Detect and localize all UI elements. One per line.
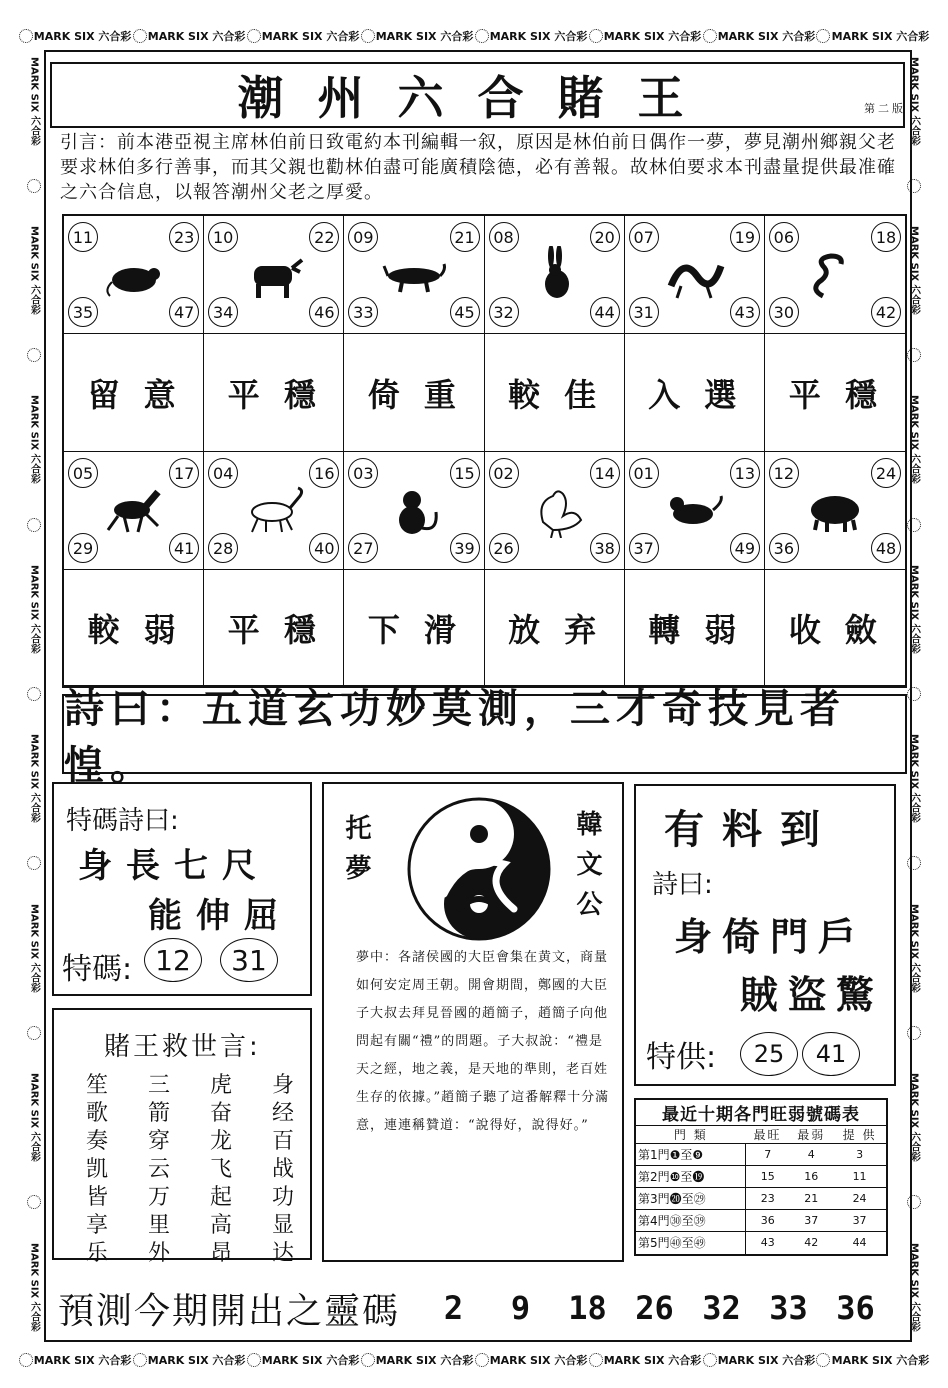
zodiac-number: 38	[590, 533, 620, 563]
zodiac-number: 15	[450, 458, 480, 488]
rescue-char: 起	[210, 1185, 233, 1210]
table-cell: 24	[833, 1188, 886, 1210]
zodiac-number: 32	[489, 297, 519, 327]
flower-icon	[27, 518, 41, 532]
zodiac-cell	[64, 452, 204, 570]
zodiac-number: 28	[208, 533, 238, 563]
zodiac-number: 47	[169, 297, 199, 327]
rescue-char: 云	[148, 1157, 171, 1182]
border-mark: MARK SIX 六合彩	[33, 30, 132, 43]
goat-icon	[242, 482, 306, 538]
border-mark: MARK SIX 六合彩	[831, 30, 930, 43]
rescue-box	[52, 1008, 312, 1266]
flower-icon	[27, 348, 41, 362]
zodiac-word: 平穩	[204, 334, 344, 452]
zodiac-word: 入選	[625, 334, 765, 452]
zodiac-number: 22	[309, 222, 339, 252]
zodiac-cell	[344, 452, 484, 570]
rescue-char: 凯	[86, 1157, 109, 1182]
rescue-char: 经	[272, 1101, 295, 1126]
border-mark: MARK SIX 六合彩	[28, 56, 40, 146]
youliao-box	[634, 784, 896, 1086]
zodiac-number: 33	[348, 297, 378, 327]
table-row	[636, 1144, 886, 1166]
rescue-char: 万	[148, 1185, 171, 1210]
table-header: 最弱	[797, 1128, 826, 1142]
rescue-column	[272, 1072, 300, 1268]
border-mark: MARK SIX 六合彩	[908, 564, 920, 654]
flower-icon	[816, 1353, 830, 1367]
zodiac-cell	[204, 452, 344, 570]
table-row	[636, 1210, 886, 1232]
table-cell: 11	[833, 1166, 886, 1188]
youliao-code-2: 41	[802, 1032, 860, 1076]
rabbit-icon	[523, 246, 587, 302]
zodiac-number: 20	[590, 222, 620, 252]
flower-icon	[133, 1353, 147, 1367]
horse-icon	[102, 482, 166, 538]
table-row	[636, 1166, 886, 1188]
table-cell: 第3門⓴至㉙	[636, 1188, 746, 1210]
table-cell: 3	[833, 1144, 886, 1166]
zodiac-number: 48	[871, 533, 901, 563]
border-mark: MARK SIX 六合彩	[908, 734, 920, 824]
rescue-char: 享	[86, 1213, 109, 1238]
zodiac-word: 較弱	[64, 570, 204, 686]
border-mark: MARK SIX 六合彩	[908, 1242, 920, 1332]
table-row	[636, 1188, 886, 1210]
table-header: 提 供	[842, 1128, 877, 1142]
special-code-2: 31	[220, 938, 278, 982]
border-mark: MARK SIX 六合彩	[28, 564, 40, 654]
ox-icon	[242, 246, 306, 302]
zodiac-number: 21	[450, 222, 480, 252]
rescue-char: 奋	[210, 1101, 233, 1126]
border-mark: MARK SIX 六合彩	[603, 1354, 702, 1367]
rat-icon	[102, 246, 166, 302]
zodiac-number: 12	[769, 458, 799, 488]
table-cell: 37	[789, 1210, 833, 1232]
prediction-number: 33	[769, 1289, 808, 1327]
border-mark: MARK SIX 六合彩	[28, 734, 40, 824]
flower-icon	[247, 1353, 261, 1367]
flower-icon	[27, 687, 41, 701]
border-mark: MARK SIX 六合彩	[717, 30, 816, 43]
dream-right-vertical: 韓文公	[572, 810, 602, 930]
flower-icon	[133, 29, 147, 43]
zodiac-cell	[344, 216, 484, 334]
border-mark: MARK SIX 六合彩	[147, 30, 246, 43]
dragon-icon	[663, 246, 727, 302]
prediction-row	[50, 1280, 905, 1336]
zodiac-word: 較佳	[485, 334, 625, 452]
prediction-numbers	[420, 1289, 889, 1327]
zodiac-number: 07	[629, 222, 659, 252]
zodiac-number: 37	[629, 533, 659, 563]
rescue-char: 三	[148, 1073, 171, 1098]
zodiac-number: 45	[450, 297, 480, 327]
border-mark: MARK SIX 六合彩	[28, 226, 40, 315]
snake-icon	[803, 246, 867, 302]
border-mark: MARK SIX 六合彩	[908, 903, 920, 993]
zodiac-number: 13	[730, 458, 760, 488]
rescue-char: 乐	[86, 1241, 109, 1266]
table-cell: 21	[789, 1188, 833, 1210]
rescue-char: 身	[272, 1073, 295, 1098]
prediction-number: 32	[702, 1289, 741, 1327]
table-cell: 第2門❿至⓳	[636, 1166, 746, 1188]
rescue-char: 百	[272, 1129, 295, 1154]
zodiac-number: 23	[169, 222, 199, 252]
border-mark: MARK SIX 六合彩	[33, 1354, 132, 1367]
border-mark: MARK SIX 六合彩	[489, 30, 588, 43]
border-mark: MARK SIX 六合彩	[28, 1073, 40, 1162]
issue-label: 第二版	[864, 102, 906, 115]
rescue-char: 穿	[148, 1129, 171, 1154]
tiger-icon	[382, 246, 446, 302]
zodiac-number: 39	[450, 533, 480, 563]
top-border-band	[18, 22, 930, 50]
rescue-char: 外	[148, 1241, 171, 1266]
prediction-number: 2	[443, 1289, 464, 1327]
border-mark: MARK SIX 六合彩	[717, 1354, 816, 1367]
border-mark: MARK SIX 六合彩	[603, 30, 702, 43]
poem-bar: 詩曰：五道玄功妙莫測，三才奇技見者惶。	[62, 694, 907, 774]
table-cell: 37	[833, 1210, 886, 1232]
zodiac-number: 04	[208, 458, 238, 488]
special-poem-heading: 特碼詩曰:	[66, 806, 179, 836]
zodiac-number: 31	[629, 297, 659, 327]
rescue-char: 龙	[210, 1129, 233, 1154]
flower-icon	[475, 1353, 489, 1367]
zodiac-word: 留意	[64, 334, 204, 452]
rescue-char: 飞	[210, 1157, 233, 1182]
table-cell: 36	[746, 1210, 790, 1232]
zodiac-cell	[625, 452, 765, 570]
zodiac-number: 30	[769, 297, 799, 327]
prediction-number: 18	[568, 1289, 607, 1327]
page-title: 潮州六合賭王	[50, 62, 905, 128]
zodiac-number: 35	[68, 297, 98, 327]
zodiac-number: 27	[348, 533, 378, 563]
dog-icon	[663, 482, 727, 538]
border-mark: MARK SIX 六合彩	[375, 30, 474, 43]
rescue-char: 皆	[86, 1185, 109, 1210]
table-cell: 16	[789, 1166, 833, 1188]
zodiac-number: 10	[208, 222, 238, 252]
zodiac-number: 06	[769, 222, 799, 252]
rescue-char: 功	[272, 1185, 295, 1210]
table-cell: 43	[746, 1232, 790, 1254]
zodiac-number: 09	[348, 222, 378, 252]
zodiac-cell	[64, 216, 204, 334]
youliao-poem-label: 詩曰:	[652, 870, 713, 900]
rescue-char: 里	[148, 1213, 171, 1238]
zodiac-cell	[485, 216, 625, 334]
table-cell: 4	[789, 1144, 833, 1166]
zodiac-number: 26	[489, 533, 519, 563]
youliao-code-1: 25	[740, 1032, 798, 1076]
flower-icon	[703, 29, 717, 43]
table-header: 門 類	[673, 1128, 708, 1142]
zodiac-number: 17	[169, 458, 199, 488]
border-mark: MARK SIX 六合彩	[261, 1354, 360, 1367]
border-mark: MARK SIX 六合彩	[147, 1354, 246, 1367]
dream-box	[322, 782, 624, 1262]
rescue-char: 箭	[148, 1101, 171, 1126]
yin-yang-icon	[404, 794, 554, 944]
zodiac-number: 34	[208, 297, 238, 327]
zodiac-number: 41	[169, 533, 199, 563]
bottom-border-band	[18, 1346, 930, 1374]
zodiac-number: 46	[309, 297, 339, 327]
monkey-icon	[382, 482, 446, 538]
rescue-char: 高	[210, 1213, 233, 1238]
zodiac-number: 29	[68, 533, 98, 563]
zodiac-number: 43	[730, 297, 760, 327]
youliao-line2: 賊盜驚	[740, 973, 885, 1017]
rescue-column	[210, 1072, 238, 1268]
special-poem-line1: 身長七尺	[78, 846, 270, 886]
flower-icon	[361, 29, 375, 43]
zodiac-word: 轉弱	[625, 570, 765, 686]
zodiac-cell	[485, 452, 625, 570]
youliao-heading: 有料到	[664, 807, 838, 853]
zodiac-number: 40	[309, 533, 339, 563]
zodiac-cell	[204, 216, 344, 334]
table-cell: 15	[746, 1166, 790, 1188]
prediction-number: 26	[635, 1289, 674, 1327]
table-header: 最旺	[753, 1128, 782, 1142]
flower-icon	[19, 1353, 33, 1367]
border-mark: MARK SIX 六合彩	[261, 30, 360, 43]
youliao-code-label: 特供:	[646, 1040, 717, 1075]
rescue-char: 战	[272, 1157, 295, 1182]
zodiac-word: 放弃	[485, 570, 625, 686]
dream-left-vertical: 托夢	[341, 814, 371, 894]
rescue-char: 虎	[210, 1073, 233, 1098]
special-poem-line2: 能伸屈	[148, 896, 292, 936]
zodiac-number: 19	[730, 222, 760, 252]
rescue-char: 笙	[86, 1073, 109, 1098]
pig-icon	[803, 482, 867, 538]
flower-icon	[589, 1353, 603, 1367]
flower-icon	[27, 856, 41, 870]
zodiac-grid	[62, 214, 907, 688]
dream-text: 夢中：各諸侯國的大臣會集在黄文，商量如何安定周王朝。開會期間，鄭國的大臣子大叔去拜見晉國的趙簡子，趙簡子向他問起有關“禮”的問題。子大叔說：“禮是天之經，地之義，是天地的準則，老百姓生存的依據。”趙簡子聽了這番解釋十分滿意，連連稱贊道：“說得好，說得好。”	[356, 950, 610, 1133]
special-code-label: 特碼:	[62, 952, 133, 987]
zodiac-word: 倚重	[344, 334, 484, 452]
table-cell: 第4門㉚至㊴	[636, 1210, 746, 1232]
zodiac-number: 11	[68, 222, 98, 252]
zodiac-number: 36	[769, 533, 799, 563]
flower-icon	[27, 179, 41, 193]
zodiac-number: 08	[489, 222, 519, 252]
rescue-char: 奏	[86, 1129, 109, 1154]
table-cell: 第1門❶至❾	[636, 1144, 746, 1166]
zodiac-number: 03	[348, 458, 378, 488]
flower-icon	[816, 29, 830, 43]
zodiac-word: 下滑	[344, 570, 484, 686]
zodiac-cell	[765, 216, 905, 334]
flower-icon	[27, 1026, 41, 1040]
zodiac-number: 44	[590, 297, 620, 327]
border-mark: MARK SIX 六合彩	[908, 226, 920, 315]
rescue-columns	[86, 1072, 300, 1268]
rescue-char: 显	[272, 1213, 295, 1238]
rescue-char: 昂	[210, 1241, 233, 1266]
zodiac-number: 24	[871, 458, 901, 488]
zodiac-word: 平穩	[765, 334, 905, 452]
zodiac-word: 收斂	[765, 570, 905, 686]
border-mark: MARK SIX 六合彩	[908, 395, 920, 485]
prediction-number: 36	[836, 1289, 875, 1327]
flower-icon	[361, 1353, 375, 1367]
prediction-label: 預測今期開出之靈碼	[58, 1290, 401, 1332]
border-mark: MARK SIX 六合彩	[28, 1242, 40, 1332]
flower-icon	[27, 1195, 41, 1209]
table-cell: 44	[833, 1232, 886, 1254]
zodiac-number: 18	[871, 222, 901, 252]
youliao-line1: 身倚門戶	[674, 915, 867, 959]
zodiac-number: 05	[68, 458, 98, 488]
zodiac-number: 14	[590, 458, 620, 488]
zodiac-cell	[625, 216, 765, 334]
rooster-icon	[523, 482, 587, 538]
table-cell: 42	[789, 1232, 833, 1254]
gate-table	[634, 1098, 888, 1256]
special-code-1: 12	[144, 938, 202, 982]
rescue-column	[148, 1072, 176, 1268]
border-mark: MARK SIX 六合彩	[28, 395, 40, 485]
border-mark: MARK SIX 六合彩	[908, 56, 920, 146]
table-cell: 23	[746, 1188, 790, 1210]
flower-icon	[703, 1353, 717, 1367]
rescue-column	[86, 1072, 114, 1268]
prediction-number: 9	[510, 1289, 531, 1327]
rescue-char: 达	[272, 1241, 295, 1266]
flower-icon	[475, 29, 489, 43]
zodiac-number: 42	[871, 297, 901, 327]
border-mark: MARK SIX 六合彩	[489, 1354, 588, 1367]
table-cell: 第5門㊵至㊾	[636, 1232, 746, 1254]
border-mark: MARK SIX 六合彩	[908, 1073, 920, 1162]
table-cell: 7	[746, 1144, 790, 1166]
flower-icon	[589, 29, 603, 43]
rescue-heading: 賭王救世言:	[104, 1032, 261, 1062]
table-row	[636, 1232, 886, 1254]
zodiac-number: 49	[730, 533, 760, 563]
border-mark: MARK SIX 六合彩	[831, 1354, 930, 1367]
zodiac-word: 平穩	[204, 570, 344, 686]
border-mark: MARK SIX 六合彩	[28, 903, 40, 993]
zodiac-number: 01	[629, 458, 659, 488]
zodiac-number: 16	[309, 458, 339, 488]
zodiac-number: 02	[489, 458, 519, 488]
rescue-char: 歌	[86, 1101, 109, 1126]
special-poem-box	[52, 782, 312, 996]
zodiac-cell	[765, 452, 905, 570]
gate-table-title: 最近十期各門旺弱號碼表	[636, 1100, 886, 1126]
gate-table-body	[636, 1126, 886, 1254]
flower-icon	[247, 29, 261, 43]
border-mark: MARK SIX 六合彩	[375, 1354, 474, 1367]
intro-text: 引言：前本港亞視主席林伯前日致電約本刊編輯一叙，原因是林伯前日偶作一夢，夢見潮州鄉親父老要求林伯多行善事，而其父親也勸林伯盡可能廣積陰德，必有善報。故林伯要求本刊盡量提供最准確之六合信息，以報答潮州父老之厚愛。	[60, 132, 896, 203]
